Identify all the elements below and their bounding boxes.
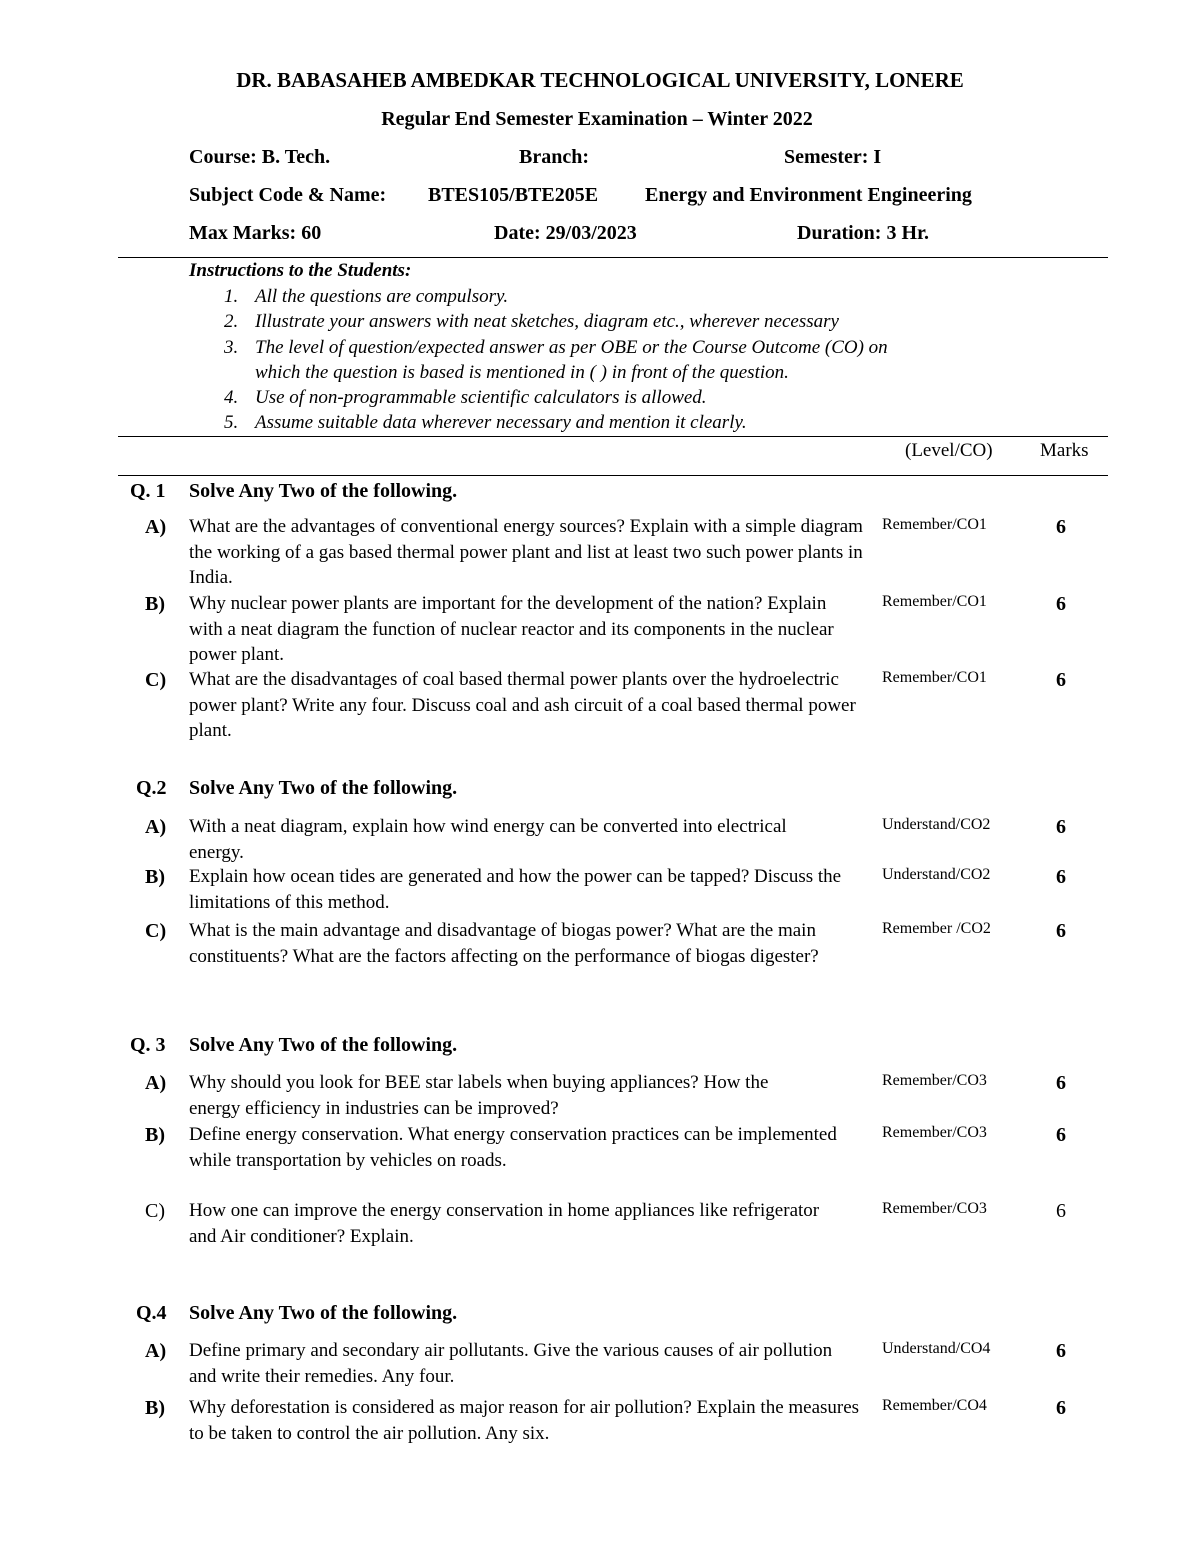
level-co: Remember/CO3 [882,1200,987,1217]
question-heading: Solve Any Two of the following. [189,777,458,799]
marks-value: 6 [1056,1397,1066,1419]
sub-question-label: C) [145,1200,165,1222]
sub-question-text: Explain how ocean tides are generated and how the power can be tapped? Discuss the limitations of this method. [189,866,842,913]
marks-column-header: Marks [1040,440,1089,461]
level-co: Understand/CO2 [882,866,991,883]
marks-value: 6 [1056,1200,1066,1222]
instructions-divider [118,436,1108,437]
question-number: Q.4 [136,1302,167,1324]
sub-question-label: A) [145,1340,167,1362]
instruction-text: Use of non-programmable scientific calculators is allowed. [255,387,707,408]
marks-value: 6 [1056,516,1066,538]
semester-label: Semester: I [784,146,882,168]
question-heading: Solve Any Two of the following. [189,1302,458,1324]
level-co: Remember/CO1 [882,516,987,533]
exam-date: Date: 29/03/2023 [494,222,637,244]
level-co: Remember/CO3 [882,1072,987,1089]
marks-value: 6 [1056,866,1066,888]
sub-question-text: With a neat diagram, explain how wind energy can be converted into electrical energy. [189,816,787,863]
instructions-title: Instructions to the Students: [189,260,412,281]
max-marks: Max Marks: 60 [189,222,322,244]
level-column-header: (Level/CO) [905,440,993,461]
exam-duration: Duration: 3 Hr. [797,222,930,244]
instruction-text: The level of question/expected answer as per OBE or the Course Outcome (CO) on [255,337,888,358]
sub-question-text: What is the main advantage and disadvantage of biogas power? What are the main constituents? What are the factors affecting on the performance of biogas digester? [189,920,819,967]
sub-question-label: B) [145,866,165,888]
level-co: Remember/CO4 [882,1397,987,1414]
marks-value: 6 [1056,593,1066,615]
question-number: Q. 3 [130,1034,166,1056]
instruction-text: All the questions are compulsory. [255,286,509,307]
sub-question-text: Define primary and secondary air pollutants. Give the various causes of air pollution and write their remedies. Any four. [189,1340,833,1387]
sub-question-text: Why nuclear power plants are important for the development of the nation? Explain with a neat diagram the function of nuclear reactor and its components in the nuclear power plant. [189,593,834,665]
header-divider [118,257,1108,258]
sub-question-label: B) [145,593,165,615]
subject-name: Energy and Environment Engineering [645,184,972,206]
marks-value: 6 [1056,1124,1066,1146]
marks-value: 6 [1056,669,1066,691]
instruction-text: which the question is based is mentioned in ( ) in front of the question. [255,362,789,383]
level-co: Remember/CO3 [882,1124,987,1141]
question-number: Q. 1 [130,480,166,502]
sub-question-label: B) [145,1124,165,1146]
level-co: Remember/CO1 [882,593,987,610]
sub-question-label: A) [145,1072,167,1094]
marks-value: 6 [1056,920,1066,942]
instruction-number: 3. [224,337,239,358]
sub-question-label: B) [145,1397,165,1419]
sub-question-text: Why deforestation is considered as major reason for air pollution? Explain the measures to be taken to control the air pollution. Any six. [189,1397,860,1444]
level-co: Understand/CO2 [882,816,991,833]
sub-question-text: How one can improve the energy conservation in home appliances like refrigerator and Air conditioner? Explain. [189,1200,820,1247]
subject-code: BTES105/BTE205E [428,184,599,206]
question-heading: Solve Any Two of the following. [189,480,458,502]
level-co: Remember/CO1 [882,669,987,686]
instruction-number: 1. [224,286,239,307]
question-number: Q.2 [136,777,167,799]
sub-question-text: What are the advantages of conventional energy sources? Explain with a simple diagram the working of a gas based thermal power plant and list at least two such power plants in India. [189,516,863,588]
subject-label: Subject Code & Name: [189,184,387,206]
university-title: DR. BABASAHEB AMBEDKAR TECHNOLOGICAL UNIVERSITY, LONERE [236,68,964,92]
instruction-number: 2. [224,311,239,332]
exam-title: Regular End Semester Examination – Winter 2022 [381,108,813,130]
course-label: Course: B. Tech. [189,146,331,168]
sub-question-text: What are the disadvantages of coal based thermal power plants over the hydroelectric power plant? Write any four. Discuss coal and ash circuit of a coal based thermal power plant. [189,669,856,741]
sub-question-label: C) [145,669,167,691]
instruction-text: Assume suitable data wherever necessary and mention it clearly. [255,412,747,433]
instruction-number: 4. [224,387,239,408]
question-heading: Solve Any Two of the following. [189,1034,458,1056]
level-co: Remember /CO2 [882,920,991,937]
sub-question-text: Why should you look for BEE star labels when buying appliances? How the energy efficiency in industries can be improved? [189,1072,769,1119]
instruction-text: Illustrate your answers with neat sketches, diagram etc., wherever necessary [255,311,839,332]
marks-value: 6 [1056,1072,1066,1094]
sub-question-label: A) [145,816,167,838]
marks-value: 6 [1056,1340,1066,1362]
column-header-divider [118,475,1108,476]
instruction-number: 5. [224,412,239,433]
sub-question-label: C) [145,920,167,942]
level-co: Understand/CO4 [882,1340,991,1357]
sub-question-text: Define energy conservation. What energy conservation practices can be implemented while transportation by vehicles on roads. [189,1124,837,1171]
sub-question-label: A) [145,516,167,538]
marks-value: 6 [1056,816,1066,838]
branch-label: Branch: [519,146,589,168]
